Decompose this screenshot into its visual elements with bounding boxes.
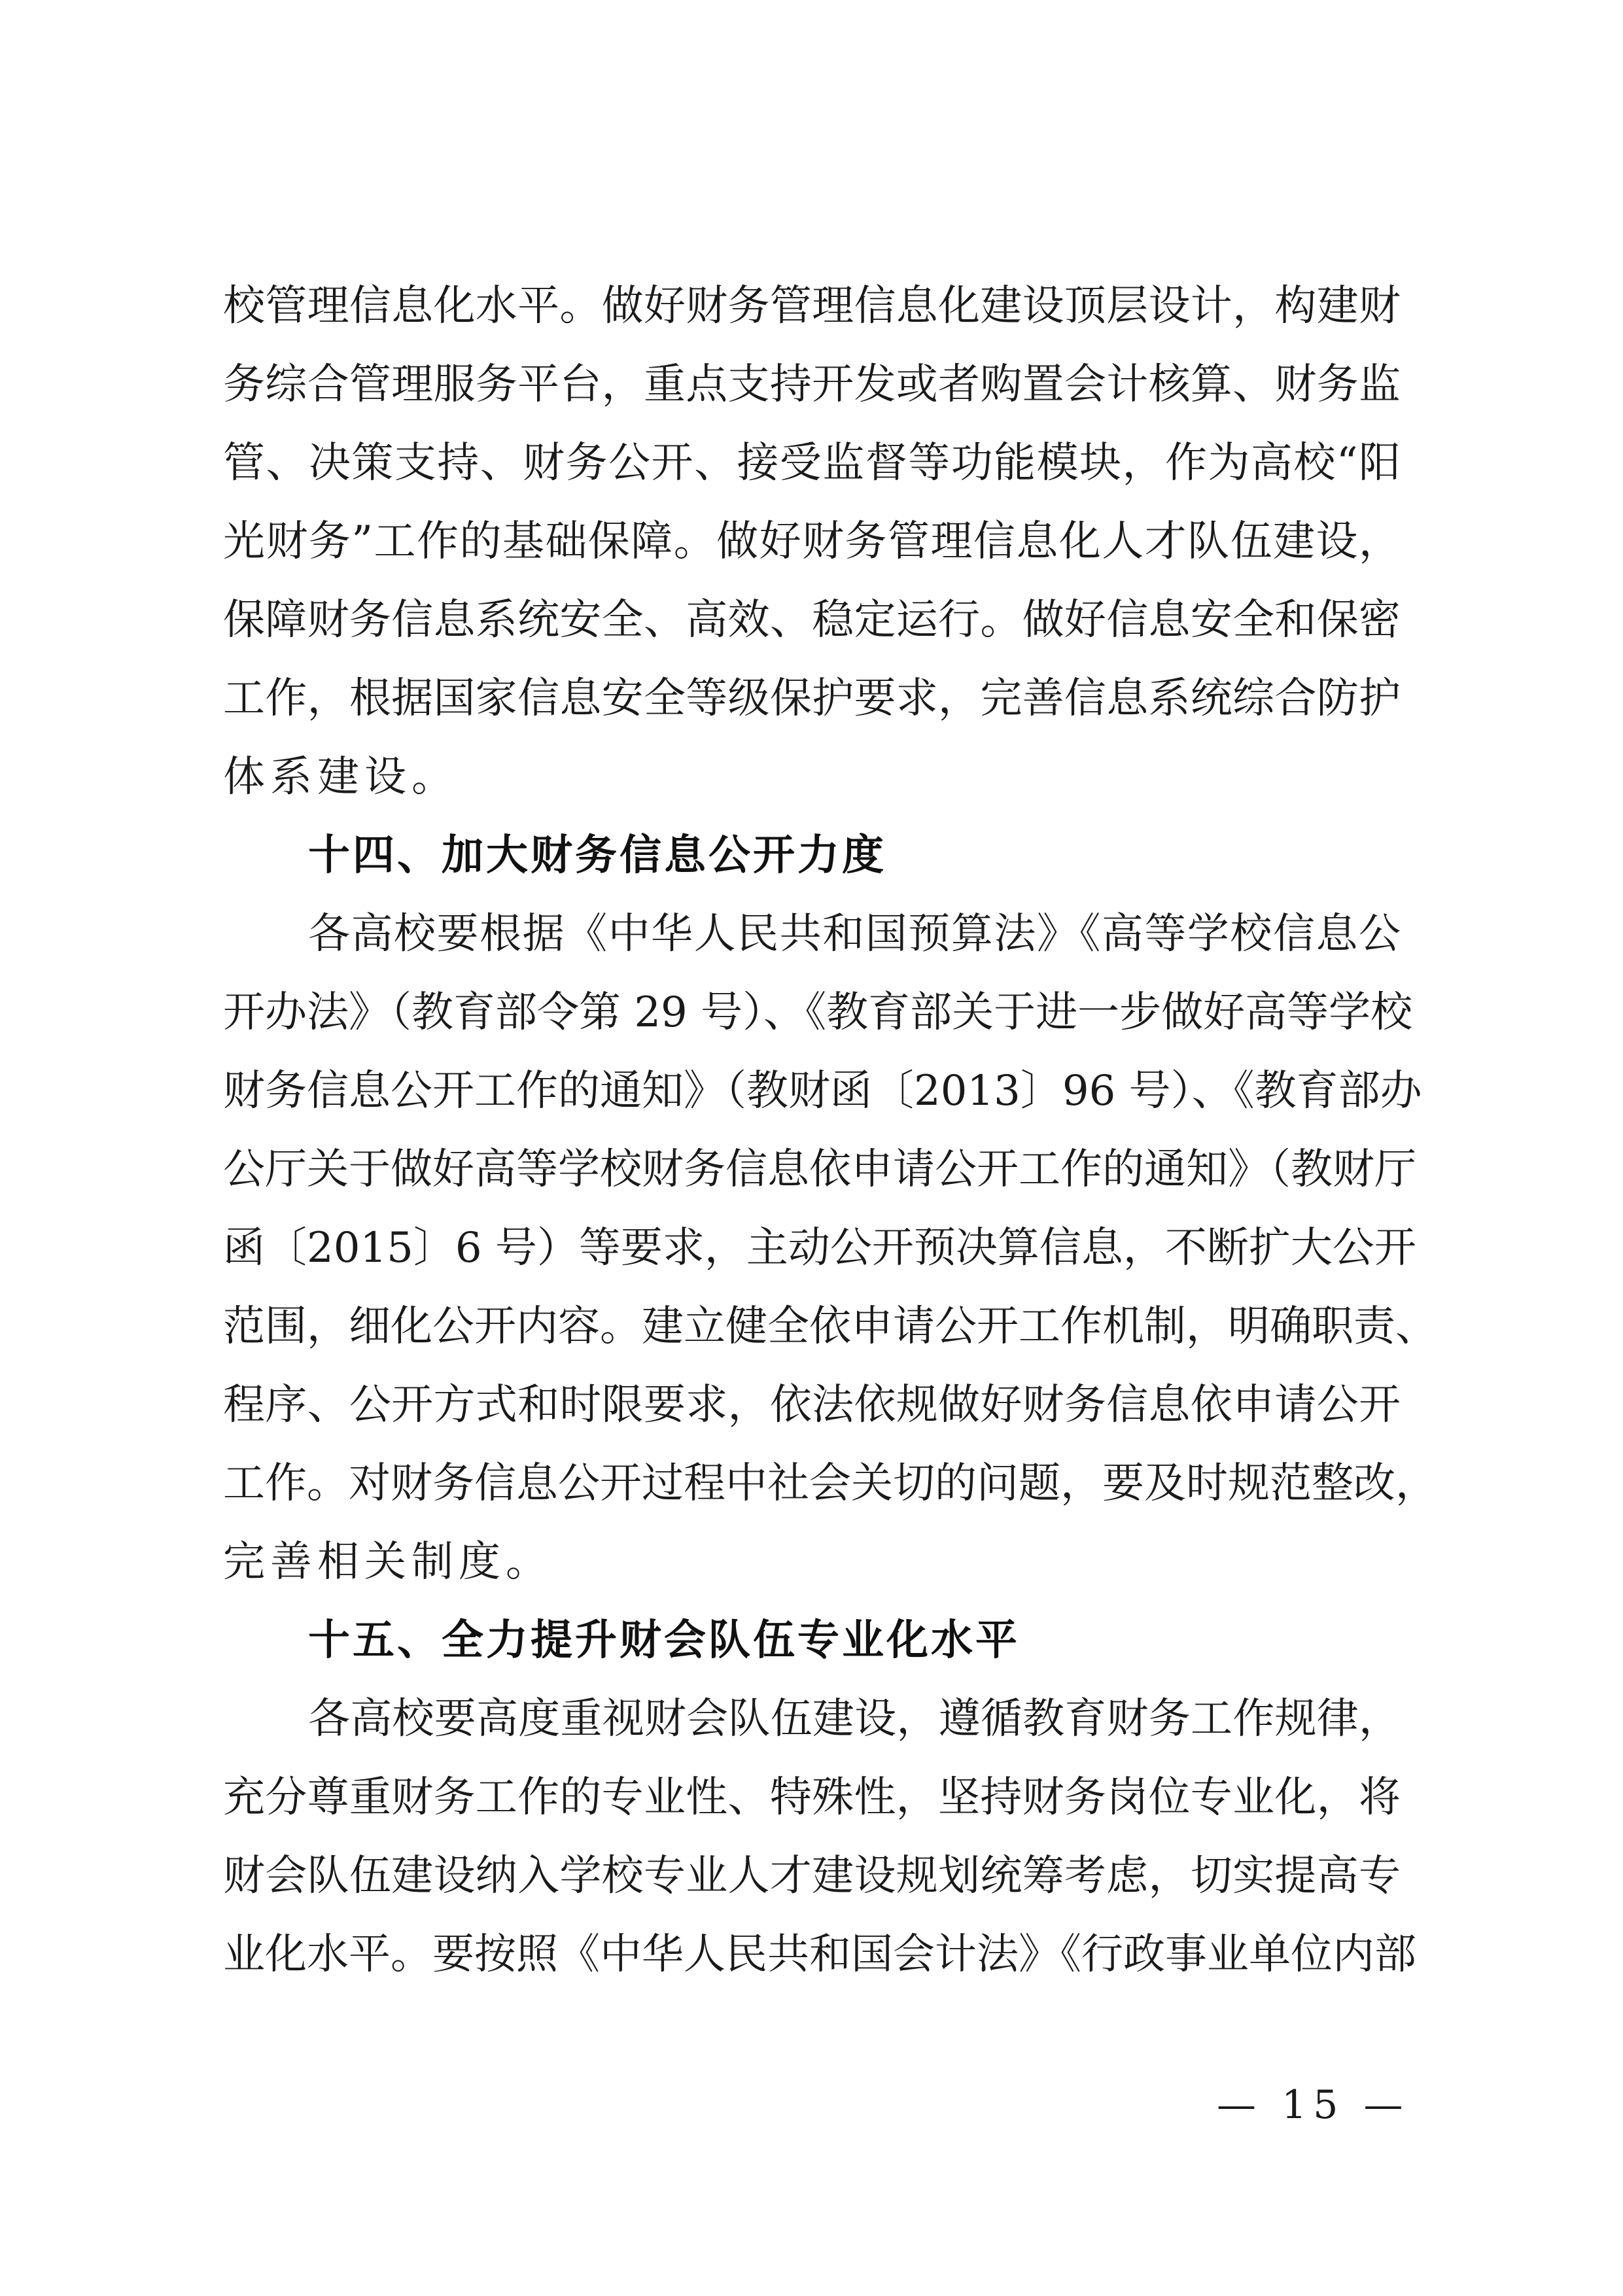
body-text-line: 工作，根据国家信息安全等级保护要求，完善信息系统综合防护 (223, 674, 1401, 723)
body-text-line: 校管理信息化水平。做好财务管理信息化建设顶层设计，构建财 (223, 282, 1401, 330)
body-text-line: 务综合管理服务平台，重点支持开发或者购置会计核算、财务监 (223, 360, 1401, 409)
body-text-line: 完善相关制度。 (223, 1538, 553, 1586)
body-text-line: 体系建设。 (223, 753, 459, 801)
section-heading-14: 十四、加大财务信息公开力度 (308, 831, 886, 880)
body-text-line: 公厅关于做好高等学校财务信息依申请公开工作的通知》（教财厅 (223, 1145, 1416, 1194)
body-text-line: 保障财务信息系统安全、高效、稳定运行。做好信息安全和保密 (223, 596, 1401, 644)
body-text-line: 管、决策支持、财务公开、接受监督等功能模块，作为高校“阳 (223, 439, 1401, 487)
body-text-line: 工作。对财务信息公开过程中社会关切的问题，要及时规范整改， (223, 1459, 1437, 1508)
section-heading-15: 十五、全力提升财会队伍专业化水平 (308, 1616, 1020, 1665)
body-text-line: 业化水平。要按照《中华人民共和国会计法》《行政事业单位内部 (223, 1930, 1416, 1979)
body-text-line: 函〔2015〕6 号）等要求，主动公开预决算信息，不断扩大公开 (223, 1224, 1416, 1272)
body-text-line: 程序、公开方式和时限要求，依法依规做好财务信息依申请公开 (223, 1381, 1401, 1429)
page-number: — 15 — (1217, 2082, 1410, 2128)
body-text-line: 范围，细化公开内容。建立健全依申请公开工作机制，明确职责、 (223, 1302, 1437, 1351)
body-text-line: 充分尊重财务工作的专业性、特殊性，坚持财务岗位专业化，将 (223, 1773, 1401, 1822)
body-text-line: 光财务”工作的基础保障。做好财务管理信息化人才队伍建设， (223, 517, 1401, 566)
body-text-line: 开办法》（教育部令第 29 号）、《教育部关于进一步做好高等学校 (223, 988, 1413, 1037)
body-text-line: 各高校要高度重视财会队伍建设，遵循教育财务工作规律， (308, 1695, 1401, 1743)
body-text-line: 财务信息公开工作的通知》（教财函〔2013〕96 号）、《教育部办 (223, 1067, 1422, 1115)
body-text-line: 财会队伍建设纳入学校专业人才建设规划统筹考虑，切实提高专 (223, 1852, 1401, 1900)
body-text-line: 各高校要根据《中华人民共和国预算法》《高等学校信息公 (308, 910, 1401, 958)
